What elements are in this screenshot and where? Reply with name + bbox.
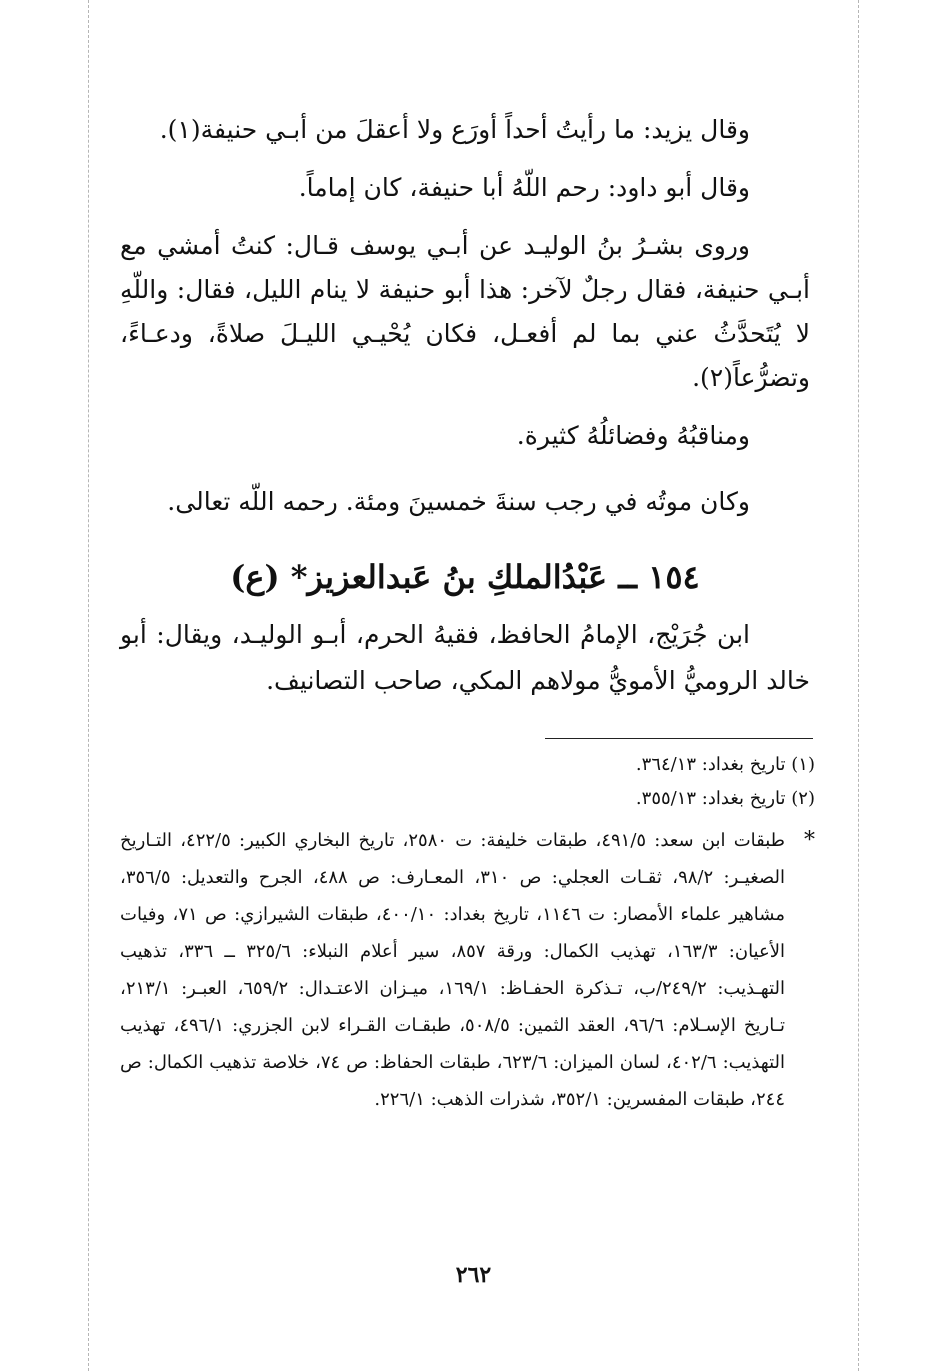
footnote-2: (٢) تاريخ بغداد: ٣٥٥/١٣.	[635, 788, 815, 809]
scan-margin-line-right	[858, 0, 859, 1371]
biography-heading: ١٥٤ ــ عَبْدُالملكِ بنُ عَبدالعزيز* (ع)	[230, 558, 700, 596]
paragraph-bishr: وروى بشـرُ بنُ الوليـد عن أبـي يوسف قـال: كنتُ أمشي مع أبـي حنيفة، فقال رجلٌ لآخر: هذا أبو حنيفة لا ينام الليل، فقال: واللّهِ لا يُتَحدَّثُ عني بما لم أفعـل، فكان يُحْيـي الليـلَ صلاةً، ودعـاءً، وتضرُّعاً(٢).	[120, 231, 810, 392]
sources-note	[120, 822, 815, 1118]
paragraph-manaqib: ومناقبُهُ وفضائلُهُ كثيرة.	[516, 421, 750, 450]
biography-text: ابن جُرَيْج، الإمامُ الحافظ، فقيهُ الحرم، أبـو الوليـد، ويقال: أبو خالد الروميُّ الأمويُّ مولاهم المكي، صاحب التصانيف.	[120, 620, 810, 695]
biography-text-block	[120, 612, 810, 704]
paragraph-death: وكان موتُه في رجب سنةَ خمسينَ ومئة. رحمه اللّه تعالى.	[167, 487, 750, 516]
scan-margin-line-left	[88, 0, 89, 1371]
paragraph-abu-dawud: وقال أبو داود: رحم اللّهُ أبا حنيفة، كان إماماً.	[298, 173, 750, 202]
footnote-separator	[545, 738, 813, 739]
asterisk-marker: *	[804, 828, 815, 853]
footnote-1: (١) تاريخ بغداد: ٣٦٤/١٣.	[635, 754, 815, 775]
footnotes	[120, 748, 815, 1118]
main-text	[120, 108, 810, 524]
sources-text: طبقات ابن سعد: ٤٩١/٥، طبقات خليفة: ت ٢٥٨٠، تاريخ البخاري الكبير: ٤٢٢/٥، التـاريخ الصغيـر: ٩٨/٢، ثقـات العجلي: ص ٣١٠، المعـارف: ص ٤٨٨، الجرح والتعديل: ٣٥٦/٥، مشاهير علماء الأمصار: ت ١١٤٦، تاريخ بغداد: ٤٠٠/١٠، طبقات الشيرازي: ص ٧١، وفيات الأعيان: ١٦٣/٣، تهذيب الكمال: ورقة ٨٥٧، سير أعلام النبلاء: ٣٢٥/٦ ــ ٣٣٦، تذهيب التهـذيب: ٢٤٩/٢/ب، تـذكرة الحفـاظ: ١٦٩/١، ميـزان الاعتـدال: ٦٥٩/٢، العبـر: ٢١٣/١، تـاريخ الإسـلام: ٩٦/٦، العقد الثمين: ٥٠٨/٥، طبقـات القـراء لابن الجزري: ٤٩٦/١، تهذيب التهذيب: ٤٠٢/٦، لسان الميزان: ٦٢٣/٦، طبقات الحفاظ: ص ٧٤، خلاصة تذهيب الكمال: ص ٢٤٤، طبقات المفسرين: ٣٥٢/١، شذرات الذهب: ٢٢٦/١.	[120, 830, 786, 1110]
page-number: ٢٦٢	[455, 1262, 492, 1288]
paragraph-yazid: وقال يزيد: ما رأيتُ أحداً أورَع ولا أعقلَ من أبـي حنيفة(١).	[159, 115, 750, 144]
